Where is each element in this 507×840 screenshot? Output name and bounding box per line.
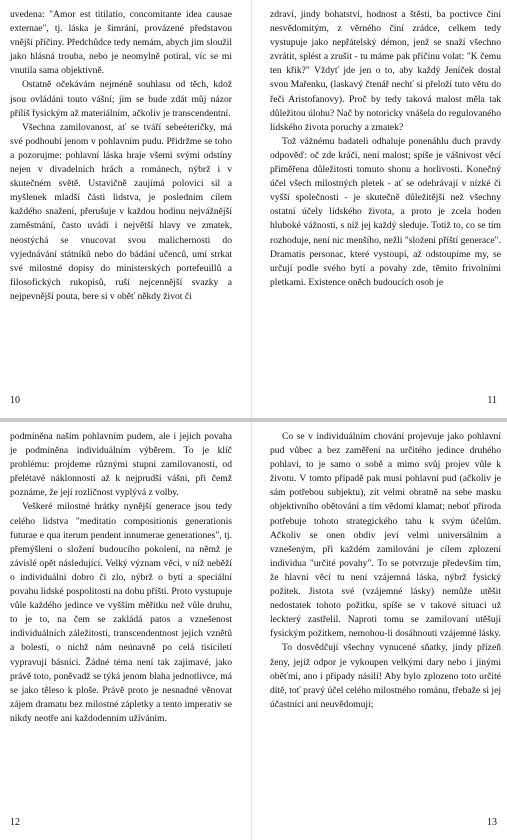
paragraph: Tož vážnému badateli odhaluje ponenáhlu duch pravdy odpověď: oč zde kráčí, není malost; spíše je vášnivost věcí přiměřena důležitosti tomuto shonu a horlivosti. Konečný účel všech milostných pletek - ať se odehrávají v nízké či vyšší společnosti - je skutečně důležitější než všechny ostatní účely lidského života, a proto je zcela hoden hluboké vážnosti, s níž jej každý sleduje. Totiž to, co se tím rozhoduje, není nic menšího, nežli "složení příští generace". Dramatis personac, které vystoupí, až odstoupíme my, se určují podle svého bytí a povahy zde, těmito frivolními pletkami. Existence oněch budoucích osob je <box>270 135 501 288</box>
page-number: 12 <box>10 817 20 828</box>
book-spread-bottom <box>0 422 507 840</box>
book-gutter <box>251 422 252 840</box>
paragraph: To dosvědčují všechny vynucené sňatky, jindy přízeň ženy, jejíž odpor je vykoupen velkými dary nebo i jinými oběťmi, ano i případy násilí! Aby bylo zplozeno toto určité dítě, toť pravý účel celého milostného románu, třebaže si jej účastníci ani neuvědomují; <box>270 642 501 710</box>
page-body <box>270 8 501 290</box>
paragraph: zdraví, jindy bohatství, hodnost a štěstí, ba poctivce činí nesvědomitým, z věrného činí zrádce, celkem tedy vystupuje jako nepřátelský démon, jenž se snaží všechno zvrátit, splést a zrušit - tu máme pak příčinu volat: "K čemu ten křik?" Vždyť jde jen o to, aby každý Jeníček dostal svou Mařenku, (laskavý čtenář nechť si přeloží tuto větu do řeči Aristofanovy). Proč by tedy taková malost měla tak důležitou úlohu? Nač by notoricky vnášela do regulovaného lidského života poruchy a zmatek? <box>270 9 501 133</box>
book-spread-top <box>0 0 507 418</box>
page-13 <box>262 422 507 840</box>
paragraph: Co se v individuálním chování projevuje jako pohlavní pud vůbec a bez zaměření na určitého jedince druhého pohlaví, to je samo o sobě a mimo svůj projev vůle k životu. V tomto případě pak musí pohlavní pud (ačkoliv je sám potřebou subjektu), zít velmi obratně na sebe masku objektivního obětování a tím vědomí klamat; neboť příroda potřebuje tohoto strategického tahu k svým účelům. Ačkoliv se onen obdiv jeví velmi universálním a vznešeným, při každém zamilování je cílem zplození individua "určité povahy". To se potvrzuje především tím, že hlavní věcí tu není vzájemná láska, nýbrž fysický požitek. Jistota své (vzájemné lásky) nemůže utěšit nedostatek tohoto požitku, spíše se v takové situaci už leckterý zastřelil. Naproti tomu se zamilovaní utěšují fysickým požitkem, nemohou-li dosáhnouti vzájemné lásky. <box>270 431 501 640</box>
page-12 <box>0 422 240 840</box>
paragraph: uvedena: "Amor est titilatio, concomitante idea causae externae", tj. láska je šimrání, provázené představou vnější příčiny. Předchůdce tedy nemám, abych jim sloužil jako hlásná trouba, nebo je neomylně potíral, víc se mi vnutila sama objektivně. <box>10 9 232 77</box>
page-10 <box>0 0 240 418</box>
book-gutter <box>251 0 252 418</box>
paragraph: podmíněna naším pohlavním pudem, ale i jejich povaha je podmíněna individuálním výběrem. To je klíč problému: projdeme různými stupni zamilovanosti, od přelétavé náklonnosti až k nejprudší vášni, při čemž poznáme, že její rozličnost vyplývá z volby. <box>10 431 232 499</box>
page-number: 13 <box>487 817 497 828</box>
page-body <box>10 430 232 726</box>
page-number: 10 <box>10 395 20 406</box>
page-body <box>270 430 501 712</box>
paragraph: Ostatně očekávám nejméně souhlasu od těch, kdož jsou ovládáni touto vášní; jim se bude zdát můj názor příliš fysickým až materiálním, ačkoliv je transcendentní. <box>10 79 232 119</box>
page-11 <box>262 0 507 418</box>
paragraph: Všechna zamilovanost, ať se tváří sebeéteričky, má své podhoubí jenom v pohlavním pudu. Přidržme se toho a pozorujme: pohlavní láska hraje všemi svými odstíny nejen v divadelních hrách a románech, nýbrž i v skutečném světě. Ustavičně zaujímá polovici sil a myšlenek mladší části lidstva, je posledním cílem každého snažení, přerušuje v každou hodinu nejvážnější zaměstnání, často uvádí i největší hlavy ve zmatek, neostýchá se vnucovat svou malichernosti do vyjednávání státníků nebo do bádání učenců, umí strkat své milostné dopisy do ministerských portefeuillů a filosofických rukopisů, ruší nejcennější svazky a nejpevnější pouta, bere si v oběť někdy život či <box>10 121 232 302</box>
page-body <box>10 8 232 304</box>
page-number: 11 <box>487 395 497 406</box>
paragraph: Veškeré milostné hrátky nynější generace jsou tedy celého lidstva "meditatio compositionis generationis futurae e qua iterum pendent innumerae generationes", tj. přemýšlení o složení budoucího pokolení, na němž je závislé opět následující. Velký význam věci, v níž neběží o individuální dobro či zlo, nýbrž o bytí a speciální povahu lidské pospolitosti na dobu příští. Proto vystupuje vůle každého jedince ve vyšším měřítku než vůle druhu, to je to, na čem se zakládá patos a vznešenost individuálních záležitostí, transcendentnost jejich vznětů a bolestí, o nichž nám neúnavně po celá tisíciletí vypravují básníci. Žádné téma není tak zajímavé, jako právě toto, poněvadž se týká jenom blaha jednotlivce, má se jako těleso k ploše. Právě proto je nesnadné věnovat zájem dramatu bez milostné zápletky a tento imperativ se nikdy neotře ani každodenním užíváním. <box>10 501 232 724</box>
